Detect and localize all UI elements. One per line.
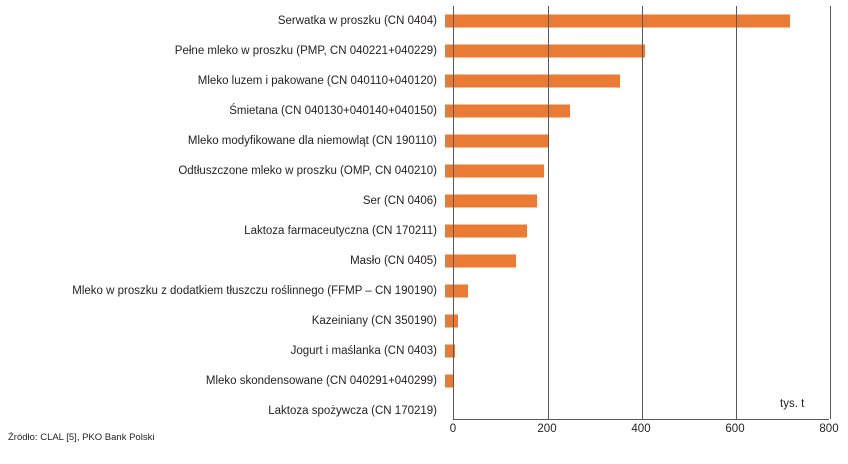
- bar-cell: [445, 36, 848, 66]
- bar: [445, 225, 527, 238]
- bar-cell: [445, 66, 848, 96]
- category-label: Kazeiniany (CN 350190): [311, 314, 437, 327]
- category-label: Odtłuszczone mleko w proszku (OMP, CN 040210): [178, 164, 437, 177]
- chart-row: [0, 126, 848, 156]
- bar: [445, 255, 516, 268]
- bar: [445, 315, 458, 328]
- unit-label: tys. t: [780, 398, 805, 410]
- bar: [445, 45, 645, 58]
- category-label: Serwatka w proszku (CN 0404): [277, 14, 437, 27]
- bar-cell: [445, 156, 848, 186]
- bar: [445, 105, 570, 118]
- category-label: Mleko skondensowane (CN 040291+040299): [205, 374, 437, 387]
- chart-row: [0, 6, 848, 36]
- x-tick-label: 800: [819, 423, 839, 435]
- x-tick-label: 200: [537, 423, 557, 435]
- chart-row: [0, 246, 848, 276]
- chart-row: [0, 96, 848, 126]
- category-label: Laktoza farmaceutyczna (CN 170211): [244, 224, 437, 237]
- x-tick-label: 600: [725, 423, 745, 435]
- bar-cell: [445, 246, 848, 276]
- bar: [445, 345, 455, 358]
- bar-cell: [445, 186, 848, 216]
- category-label: Mleko luzem i pakowane (CN 040110+040120): [197, 74, 437, 87]
- bar-cell: [445, 276, 848, 306]
- chart-row: [0, 66, 848, 96]
- category-label: Mleko w proszku z dodatkiem tłuszczu roślinnego (FFMP – CN 190190): [72, 284, 437, 297]
- bar-cell: [445, 6, 848, 36]
- x-tick-label: 400: [631, 423, 651, 435]
- x-axis: [449, 421, 839, 443]
- category-label: Pełne mleko w proszku (PMP, CN 040221+040229): [174, 44, 437, 57]
- chart-rows: [0, 6, 848, 426]
- bar: [445, 195, 537, 208]
- chart-row: [0, 216, 848, 246]
- bar: [445, 165, 544, 178]
- category-label: Laktoza spożywcza (CN 170219): [268, 404, 437, 417]
- bar-cell: [445, 306, 848, 336]
- bar: [445, 75, 620, 88]
- bar: [445, 375, 454, 388]
- x-tick-label: 0: [449, 423, 457, 435]
- bar-cell: [445, 126, 848, 156]
- source-note: Źródło: CLAL [5], PKO Bank Polski: [8, 432, 155, 443]
- chart-row: [0, 336, 848, 366]
- bar-cell: [445, 96, 848, 126]
- bar: [445, 135, 549, 148]
- chart-row: [0, 276, 848, 306]
- chart-row: [0, 306, 848, 336]
- bar-cell: [445, 366, 848, 396]
- chart-row: [0, 366, 848, 396]
- bar: [445, 285, 468, 298]
- bar: [445, 15, 790, 28]
- category-label: Jogurt i maślanka (CN 0403): [290, 344, 437, 357]
- bar-cell: [445, 336, 848, 366]
- category-label: Masło (CN 0405): [350, 254, 437, 267]
- chart-row: [0, 36, 848, 66]
- category-label: Śmietana (CN 040130+040140+040150): [229, 104, 437, 117]
- category-label: Ser (CN 0406): [362, 194, 437, 207]
- chart-row: [0, 186, 848, 216]
- category-label: Mleko modyfikowane dla niemowląt (CN 190110): [187, 134, 437, 147]
- chart-row: [0, 156, 848, 186]
- bar-cell: [445, 216, 848, 246]
